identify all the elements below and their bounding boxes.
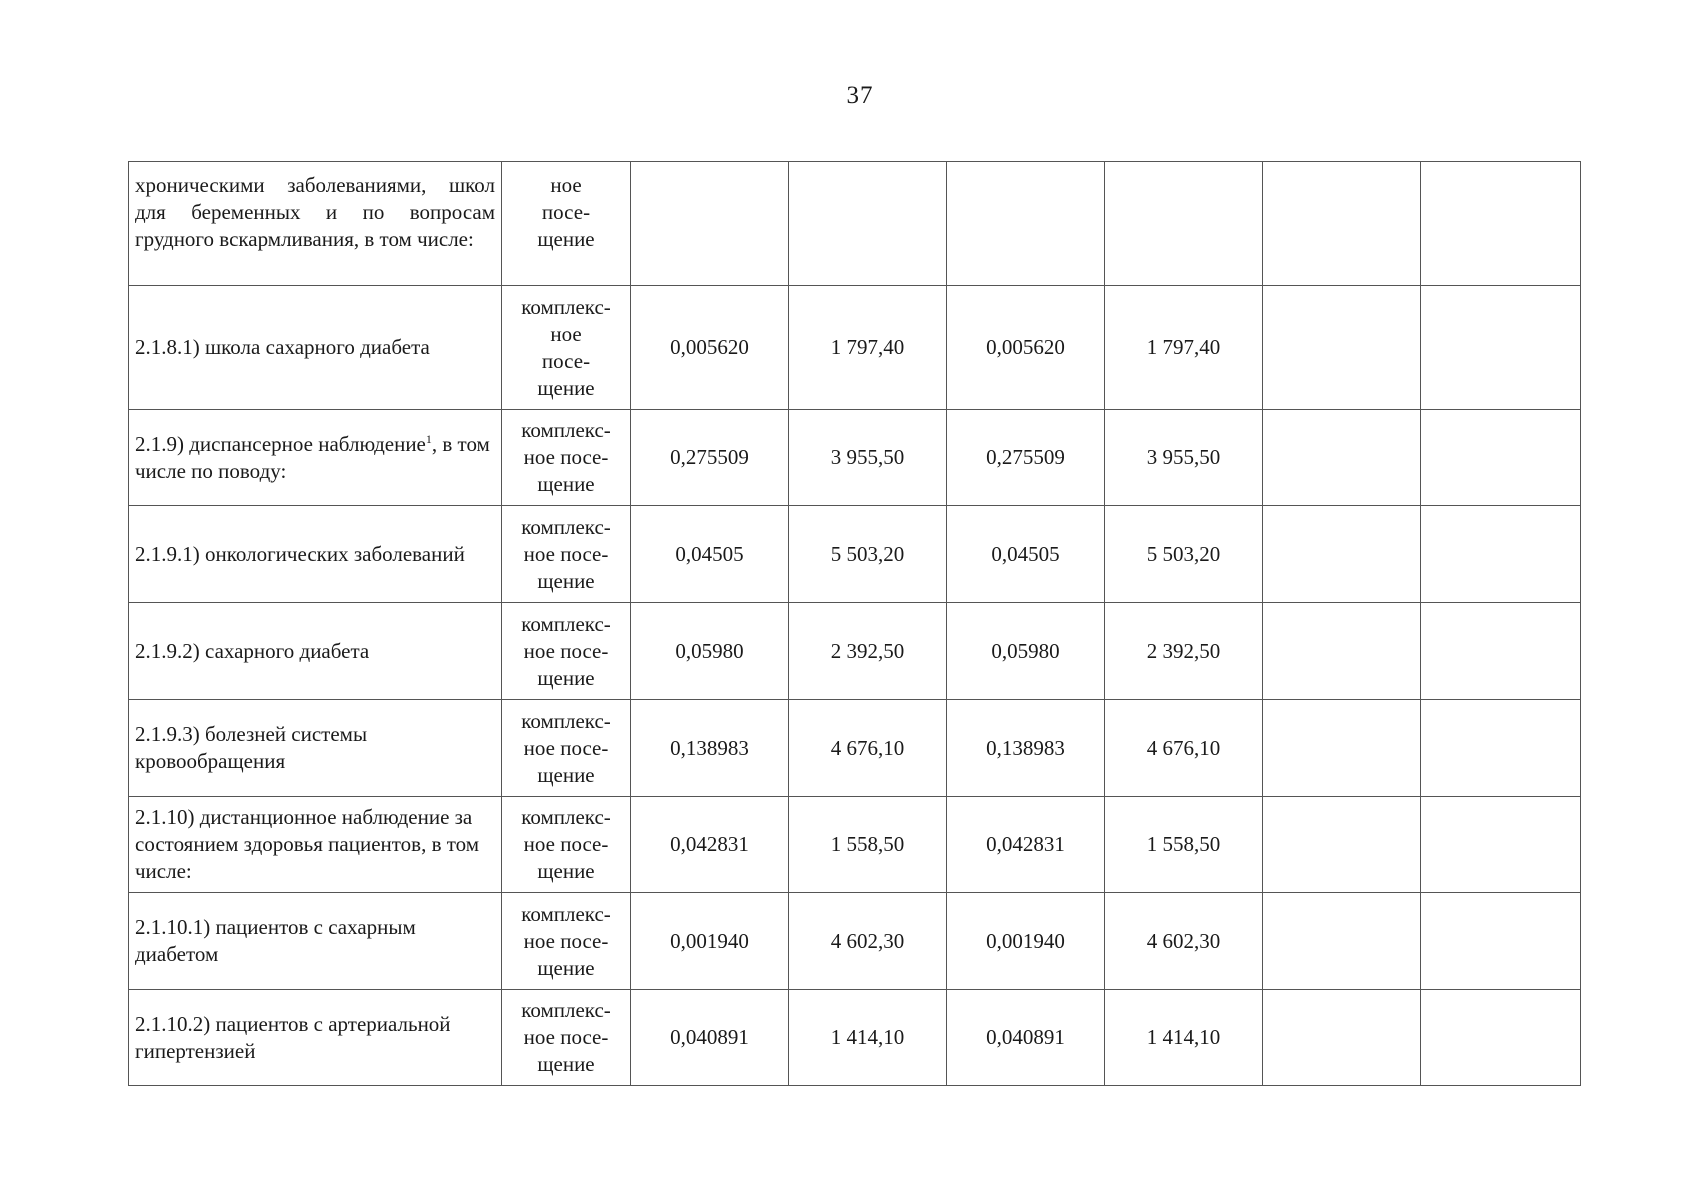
- row-name-cell: [129, 286, 502, 410]
- table-row: [129, 162, 1581, 286]
- value-cell: [631, 162, 789, 286]
- unit-cell: [502, 603, 631, 700]
- unit-label: комплекс- ное посе- щение: [521, 611, 611, 690]
- table-row: [129, 506, 1581, 603]
- value-cell: 0,04505: [947, 506, 1105, 603]
- unit-label: комплекс- ное посе- щение: [521, 514, 611, 593]
- value-cell: 1 414,10: [789, 990, 947, 1086]
- value-cell: 0,001940: [631, 893, 789, 990]
- value-cell: 0,001940: [947, 893, 1105, 990]
- value-cell: 4 602,30: [1105, 893, 1263, 990]
- value-cell: [1263, 797, 1421, 893]
- row-name-tail: , в том числе по поводу:: [135, 431, 490, 483]
- value-cell: [1421, 286, 1581, 410]
- unit-label: комплекс- ное посе- щение: [521, 805, 611, 883]
- value-cell: 5 503,20: [789, 506, 947, 603]
- value-cell: [1421, 410, 1581, 506]
- unit-label: комплекс- ное посе- щение: [521, 901, 611, 980]
- row-name: 2.1.10.1) пациентов с сахарным диабетом: [135, 915, 416, 966]
- row-name: 2.1.9.1) онкологических заболеваний: [135, 541, 465, 566]
- table-row: [129, 700, 1581, 797]
- value-cell: 0,042831: [631, 797, 789, 893]
- row-name-cell: [129, 893, 502, 990]
- footnote-mark: 1: [425, 431, 432, 446]
- unit-cell: [502, 506, 631, 603]
- table-row: [129, 603, 1581, 700]
- value-cell: [1421, 506, 1581, 603]
- value-cell: [1263, 410, 1421, 506]
- value-cell: [1421, 603, 1581, 700]
- value-cell: 0,005620: [947, 286, 1105, 410]
- unit-cell: [502, 797, 631, 893]
- row-name-cell: [129, 990, 502, 1086]
- table-row: [129, 410, 1581, 506]
- page-number: 37: [846, 82, 874, 109]
- value-cell: [789, 162, 947, 286]
- table-row: [129, 286, 1581, 410]
- unit-label: комплекс- ное посе- щение: [521, 418, 611, 496]
- table-row: [129, 893, 1581, 990]
- value-cell: 3 955,50: [1105, 410, 1263, 506]
- value-cell: 2 392,50: [1105, 603, 1263, 700]
- value-cell: 0,138983: [947, 700, 1105, 797]
- row-name: 2.1.10.2) пациентов с артериальной гипертензией: [135, 1011, 451, 1063]
- value-cell: 0,040891: [631, 990, 789, 1086]
- value-cell: 0,275509: [947, 410, 1105, 506]
- value-cell: 1 797,40: [1105, 286, 1263, 410]
- row-name-cell: [129, 162, 502, 286]
- value-cell: 0,05980: [947, 603, 1105, 700]
- value-cell: 4 676,10: [1105, 700, 1263, 797]
- value-cell: [1263, 700, 1421, 797]
- value-cell: 0,042831: [947, 797, 1105, 893]
- unit-cell: [502, 410, 631, 506]
- value-cell: [1263, 990, 1421, 1086]
- value-cell: 1 558,50: [1105, 797, 1263, 893]
- unit-cell: [502, 893, 631, 990]
- value-cell: 5 503,20: [1105, 506, 1263, 603]
- row-name: 2.1.9.2) сахарного диабета: [135, 638, 370, 663]
- value-cell: [1421, 990, 1581, 1086]
- value-cell: [1421, 700, 1581, 797]
- unit-label: комплекс- ное посе- щение: [521, 708, 611, 787]
- value-cell: 3 955,50: [789, 410, 947, 506]
- value-cell: 0,040891: [947, 990, 1105, 1086]
- value-cell: [1263, 162, 1421, 286]
- row-name: хроническими заболеваниями, школ для беременных и по вопросам грудного вскармливания, в том числе:: [135, 173, 495, 251]
- value-cell: 1 558,50: [789, 797, 947, 893]
- value-cell: 1 414,10: [1105, 990, 1263, 1086]
- row-name: 2.1.8.1) школа сахарного диабета: [135, 335, 430, 359]
- value-cell: 0,138983: [631, 700, 789, 797]
- value-cell: [1421, 893, 1581, 990]
- table-body: [129, 162, 1581, 1086]
- value-cell: 0,05980: [631, 603, 789, 700]
- row-name: 2.1.10) дистанционное наблюдение за состоянием здоровья пациентов, в том числе:: [135, 805, 480, 883]
- value-cell: 4 676,10: [789, 700, 947, 797]
- row-name-cell: [129, 797, 502, 893]
- data-table: [128, 161, 1581, 1086]
- unit-label: ное посе- щение: [537, 173, 595, 251]
- value-cell: 0,04505: [631, 506, 789, 603]
- value-cell: [1263, 603, 1421, 700]
- value-cell: [1421, 162, 1581, 286]
- unit-cell: [502, 990, 631, 1086]
- row-name-cell: [129, 410, 502, 506]
- value-cell: 4 602,30: [789, 893, 947, 990]
- unit-label: комплекс- ное посе- щение: [521, 294, 611, 400]
- table-row: [129, 797, 1581, 893]
- value-cell: [1421, 797, 1581, 893]
- row-name: 2.1.9.3) болезней системы кровообращения: [135, 722, 368, 773]
- value-cell: [1263, 893, 1421, 990]
- row-name-cell: [129, 603, 502, 700]
- value-cell: 0,275509: [631, 410, 789, 506]
- unit-cell: [502, 162, 631, 286]
- unit-cell: [502, 700, 631, 797]
- row-name-cell: [129, 506, 502, 603]
- value-cell: 2 392,50: [789, 603, 947, 700]
- value-cell: [1105, 162, 1263, 286]
- value-cell: [947, 162, 1105, 286]
- row-name-cell: [129, 700, 502, 797]
- value-cell: [1263, 506, 1421, 603]
- unit-cell: [502, 286, 631, 410]
- value-cell: 1 797,40: [789, 286, 947, 410]
- row-name: 2.1.9) диспансерное наблюдение: [135, 431, 426, 456]
- value-cell: 0,005620: [631, 286, 789, 410]
- unit-label: комплекс- ное посе- щение: [521, 998, 611, 1076]
- value-cell: [1263, 286, 1421, 410]
- table-row: [129, 990, 1581, 1086]
